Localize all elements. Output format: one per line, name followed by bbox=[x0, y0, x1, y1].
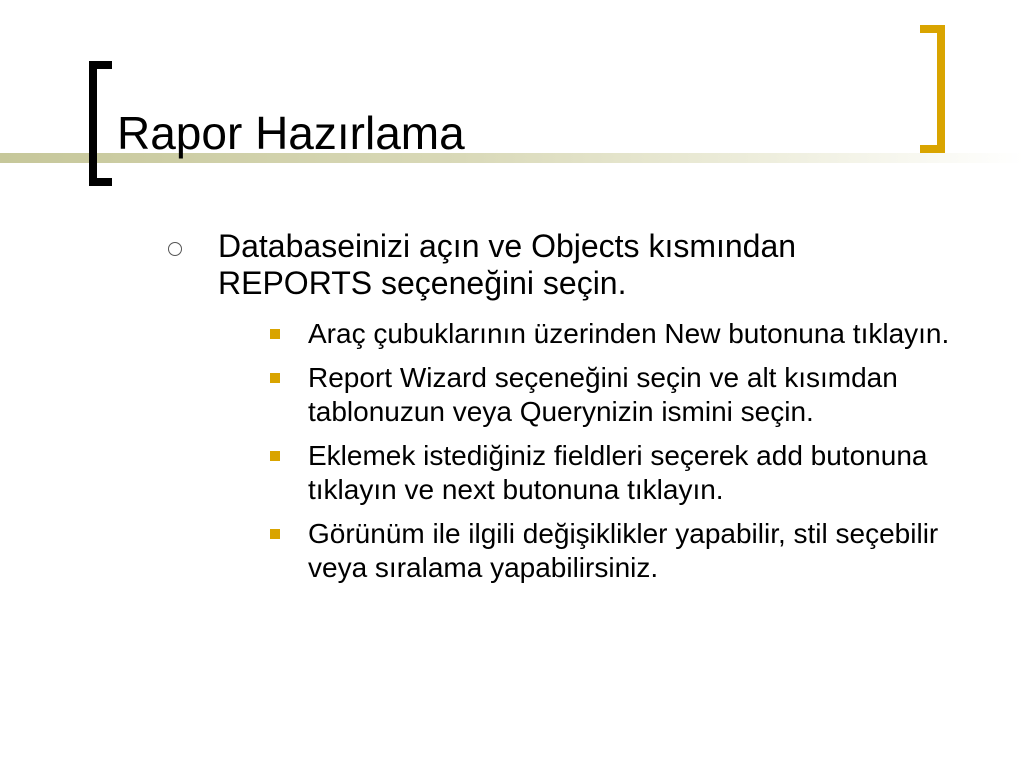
hollow-circle-bullet-icon bbox=[168, 242, 182, 256]
bullet-list bbox=[168, 228, 958, 595]
square-bullet-icon bbox=[270, 329, 280, 339]
sub-bullet-text: Araç çubuklarının üzerinden New butonuna tıklayın. bbox=[308, 318, 950, 349]
sub-bullet-item bbox=[263, 439, 958, 507]
sub-bullet-text: Görünüm ile ilgili değişiklikler yapabilir, stil seçebilir veya sıralama yapabilirsiniz. bbox=[308, 518, 939, 583]
right-bracket-decoration bbox=[920, 25, 945, 153]
left-bracket-decoration bbox=[89, 61, 112, 186]
sub-bullet-list bbox=[218, 317, 958, 585]
square-bullet-icon bbox=[270, 451, 280, 461]
slide-title: Rapor Hazırlama bbox=[117, 107, 465, 159]
sub-bullet-item bbox=[263, 517, 958, 585]
sub-bullet-text: Eklemek istediğiniz fieldleri seçerek add butonuna tıklayın ve next butonuna tıklayın. bbox=[308, 440, 928, 505]
square-bullet-icon bbox=[270, 529, 280, 539]
bullet-text: Databaseinizi açın ve Objects kısmından REPORTS seçeneğini seçin. bbox=[218, 228, 797, 301]
sub-bullet-text: Report Wizard seçeneğini seçin ve alt kısımdan tablonuzun veya Querynizin ismini seçin. bbox=[308, 362, 898, 427]
bullet-item bbox=[168, 228, 958, 585]
square-bullet-icon bbox=[270, 373, 280, 383]
sub-bullet-item bbox=[263, 317, 958, 351]
sub-bullet-item bbox=[263, 361, 958, 429]
